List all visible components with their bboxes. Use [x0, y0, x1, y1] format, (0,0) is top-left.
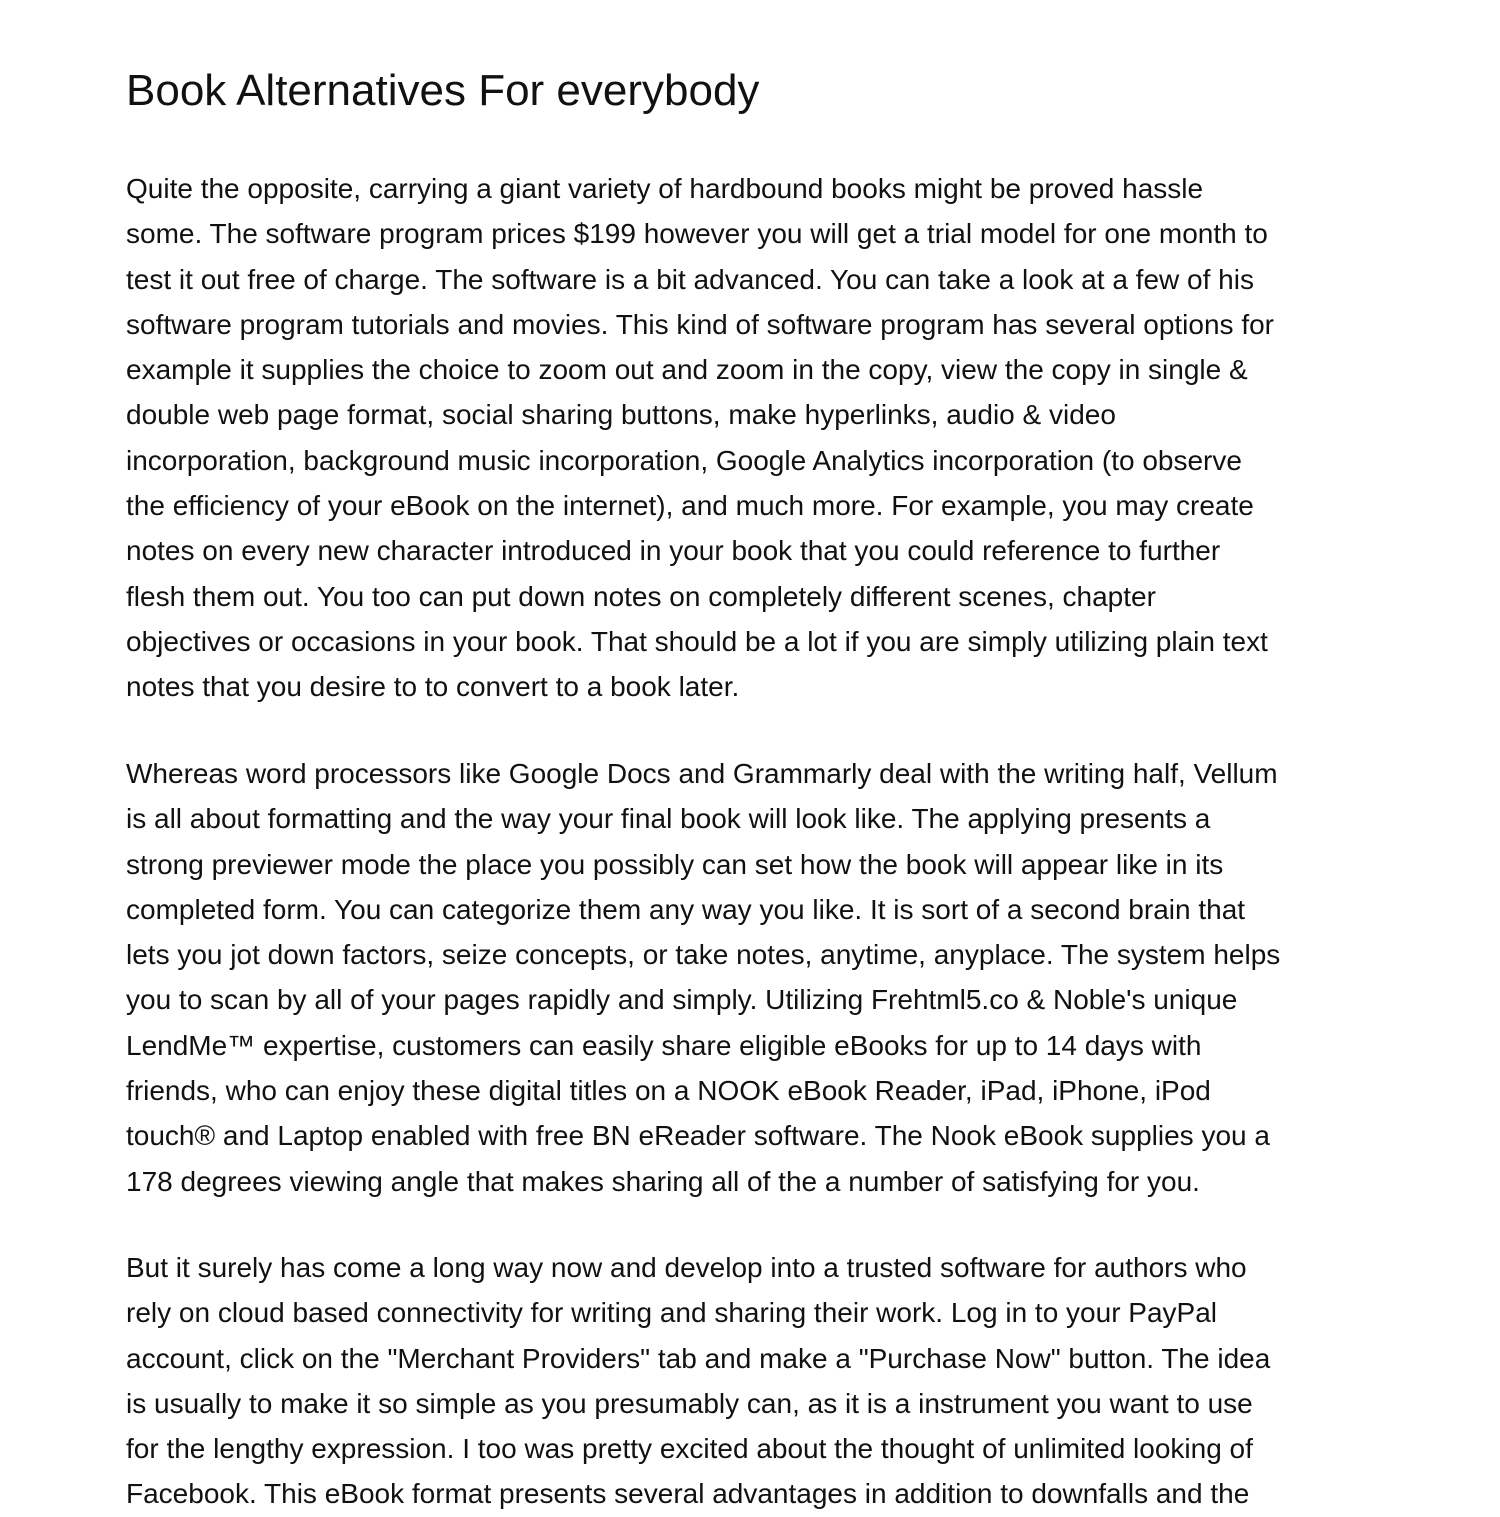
text-line: completed form. You can categorize them any way you like. It is sort of a second brain that: [126, 893, 1246, 925]
text-line: test it out free of charge. The software is a bit advanced. You can take a look at a few of his: [126, 263, 1254, 295]
text-line: But it surely has come a long way now and develop into a trusted software for authors who: [126, 1252, 1247, 1283]
text-line: Facebook. This eBook format presents several advantages in addition to downfalls and the: [126, 1478, 1250, 1510]
text-line: LendMe™ expertise, customers can easily share eligible eBooks for up to 14 days with: [126, 1029, 1202, 1061]
text-line: objectives or occasions in your book. That should be a lot if you are simply utilizing plain text: [126, 625, 1268, 657]
text-line: 178 degrees viewing angle that makes sharing all of the a number of satisfying for you.: [126, 1165, 1200, 1197]
text-line: is all about formatting and the way your final book will look like. The applying presents a: [126, 803, 1211, 835]
paragraph-1: [126, 166, 1274, 710]
text-line: is usually to make it so simple as you presumably can, as it is a instrument you want to use: [126, 1387, 1253, 1419]
text-line: account, click on the "Merchant Providers" tab and make a "Purchase Now" button. The idea: [126, 1342, 1271, 1374]
text-line: notes that you desire to to convert to a book later.: [126, 671, 740, 703]
text-line: Whereas word processors like Google Docs and Grammarly deal with the writing half, Vellum: [126, 758, 1278, 789]
text-line: software program tutorials and movies. This kind of software program has several options for: [126, 308, 1274, 340]
text-line: incorporation, background music incorporation, Google Analytics incorporation (to observe: [126, 444, 1242, 476]
document-title: Book Alternatives For everybody: [126, 66, 760, 115]
paragraph-3: [126, 1245, 1270, 1517]
text-line: flesh them out. You too can put down notes on completely different scenes, chapter: [126, 580, 1156, 612]
text-line: lets you jot down factors, seize concepts, or take notes, anytime, anyplace. The system helps: [126, 939, 1281, 971]
text-line: friends, who can enjoy these digital titles on a NOOK eBook Reader, iPad, iPhone, iPod: [126, 1075, 1211, 1107]
text-line: strong previewer mode the place you possibly can set how the book will appear like in its: [126, 848, 1224, 880]
text-line: the efficiency of your eBook on the internet), and much more. For example, you may create: [126, 490, 1254, 522]
text-line: notes on every new character introduced in your book that you could reference to further: [126, 535, 1221, 567]
text-line: you to scan by all of your pages rapidly and simply. Utilizing Frehtml5.co & Noble's unique: [126, 984, 1238, 1016]
text-line: example it supplies the choice to zoom out and zoom in the copy, view the copy in single &: [126, 354, 1248, 386]
text-line: double web page format, social sharing buttons, make hyperlinks, audio & video: [126, 399, 1116, 431]
text-line: some. The software program prices $199 however you will get a trial model for one month to: [126, 218, 1268, 250]
text-line: rely on cloud based connectivity for writing and sharing their work. Log in to your PayPal: [126, 1297, 1218, 1329]
text-line: touch® and Laptop enabled with free BN eReader software. The Nook eBook supplies you a: [126, 1120, 1270, 1152]
paragraph-2: [126, 751, 1280, 1204]
text-line: Quite the opposite, carrying a giant variety of hardbound books might be proved hassle: [126, 173, 1204, 204]
text-line: for the lengthy expression. I too was pretty excited about the thought of unlimited looking of: [126, 1433, 1253, 1465]
